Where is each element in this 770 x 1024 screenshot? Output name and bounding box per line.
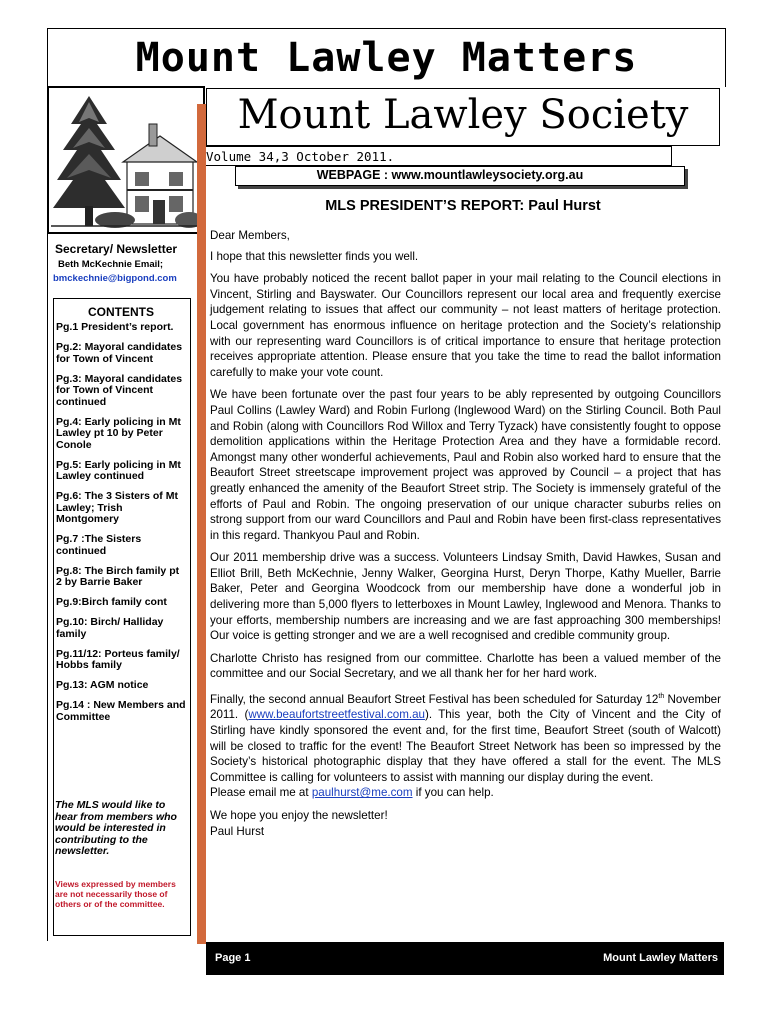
contents-list [56, 322, 186, 732]
paragraph [210, 689, 721, 785]
superscript: th [658, 693, 665, 701]
contents-item: Pg.8: The Birch family pt 2 by Barrie Baker [56, 564, 180, 588]
report-title: MLS PRESIDENT’S REPORT: Paul Hurst [325, 198, 601, 214]
contents-item: Pg.4: Early policing in Mt Lawley pt 10 by Peter Conole [56, 415, 181, 451]
president-report-body [210, 228, 721, 846]
paragraph: You have probably noticed the recent ballot paper in your mail relating to the Council elections in Vincent, Stirling and Bayswater. Our Councillors represent our local area and frequently exercise judgement relating to issues that affect our community – not least matters of heritage protection. Local government has enormous influence on heritage protection and the Society’s relationship with our representing ward Councillors is of critical importance to ensure that heritage protection receives appropriate attention. Please ensure that you take the time to read the ballot information carefully to make your vote count. [210, 272, 721, 379]
contents-item: Pg.10: Birch/ Halliday family [56, 616, 164, 640]
festival-link[interactable]: www.beaufortstreetfestival.com.au [248, 708, 425, 722]
contents-item: Pg.1 President’s report. [56, 321, 174, 333]
contributors-note: The MLS would like to hear from members who would be interested in contributing to the newsletter. [55, 799, 177, 858]
contents-item: Pg.7 :The Sisters continued [56, 533, 142, 557]
paragraph: We have been fortunate over the past four years to be ably represented by outgoing Councillors Paul Collins (Lawley Ward) and Robin Furlong (Inglewood Ward) on the Stirling Council. Both Paul and Robin (along with Councillors Rod Willox and Terry Tyzack) have consistently fought to oppose demolition applications within the Heritage Protection Area and they have a formidable record. Amongst many other wonderful achievements, Paul and Robin also worked hard to ensure that the Beaufort Street streetscape improvement project was approved by Council – a project that has greatly enhanced the amenity of the Beaufort Street strip. The Society is immensely grateful of the efforts of Paul and Robin. The ongoing preservation of our unique character suburbs relies on strong support from our ward Councillors and Paul and Robin have been first-class representatives in this regard. Thankyou Paul and Robin. [210, 388, 721, 542]
contents-item: Pg.13: AGM notice [56, 679, 149, 691]
secretary-title: Secretary/ Newsletter [55, 242, 178, 256]
paragraph: I hope that this newsletter finds you well. [210, 249, 419, 263]
society-title: Mount Lawley Society [237, 92, 689, 138]
masthead-box [47, 28, 726, 87]
webpage-link[interactable]: WEBPAGE : www.mountlawleysociety.org.au [316, 168, 584, 182]
tree-house-illustration [49, 88, 203, 232]
text-span: ). This year, both the City of Vincent and the City of Stirling have kindly sponsored the event and, for the first time, Beaufort Street (south of Walcott) will be closed to traffic for the event! The Beaufort Street Network has been so impressed by the Society’s historical photographic display that they have offered a stall for the event. The MLS Committee is calling for volunteers to assist with manning our display during the event. [210, 708, 722, 784]
issue-volume: Volume 34,3 October 2011. [206, 149, 395, 164]
paragraph: Our 2011 membership drive was a success. Volunteers Lindsay Smith, David Hawkes, Susan and Elliot Brill, Beth McKechnie, Jenny Walker, Georgina Hurst, Deryn Thorpe, Kathy Mueller, Barrie Baker, Peter and Georgina Woodcock from our membership have done a wonderful job in delivering more than 5,000 flyers to letterboxes in Mount Lawley, Inglewood and Menora. Thanks to your efforts, membership numbers are increasing and we are fast approaching 300 memberships! Our voice is getting stronger and we are a well recognised and credible community group. [210, 551, 721, 643]
orange-accent-bar [197, 104, 206, 944]
text-span: Finally, the second annual Beaufort Street Festival has been scheduled for Saturday 12 [210, 692, 659, 706]
contents-item: Pg.3: Mayoral candidates for Town of Vincent continued [56, 372, 183, 408]
secretary-email-link[interactable]: bmckechnie@bigpond.com [53, 273, 177, 284]
text-span: November 2011. ( [210, 692, 721, 722]
contents-item: Pg.6: The 3 Sisters of Mt Lawley; Trish Montgomery [56, 490, 178, 525]
email-link[interactable]: paulhurst@me.com [311, 786, 413, 800]
closing: We hope you enjoy the newsletter! [210, 809, 388, 823]
paragraph [210, 785, 721, 801]
page-number: Page 1 [215, 952, 251, 964]
contents-item: Pg.11/12: Porteus family/ Hobbs family [56, 647, 180, 671]
text-span: if you can help. [412, 786, 494, 800]
views-disclaimer: Views expressed by members are not necessarily those of others or of the committee. [55, 879, 176, 910]
contents-title: CONTENTS [88, 305, 154, 319]
signature: Paul Hurst [210, 824, 265, 838]
secretary-name: Beth McKechnie Email; [58, 259, 164, 270]
paragraph: Charlotte Christo has resigned from our committee. Charlotte has been a valued member of the committee and our Social Secretary, and we all thank her for her hard work. [210, 651, 721, 681]
masthead-title: Mount Lawley Matters [135, 35, 638, 81]
contents-item: Pg.2: Mayoral candidates for Town of Vincent [56, 341, 183, 365]
society-logo [47, 86, 205, 234]
text-span: Please email me at [210, 786, 312, 800]
contents-item: Pg.5: Early policing in Mt Lawley continued [56, 458, 181, 482]
greeting: Dear Members, [210, 229, 290, 242]
contents-item: Pg.14 : New Members and Committee [56, 699, 186, 723]
contents-item: Pg.9:Birch family cont [56, 596, 167, 608]
footer-publication-name: Mount Lawley Matters [603, 952, 718, 964]
